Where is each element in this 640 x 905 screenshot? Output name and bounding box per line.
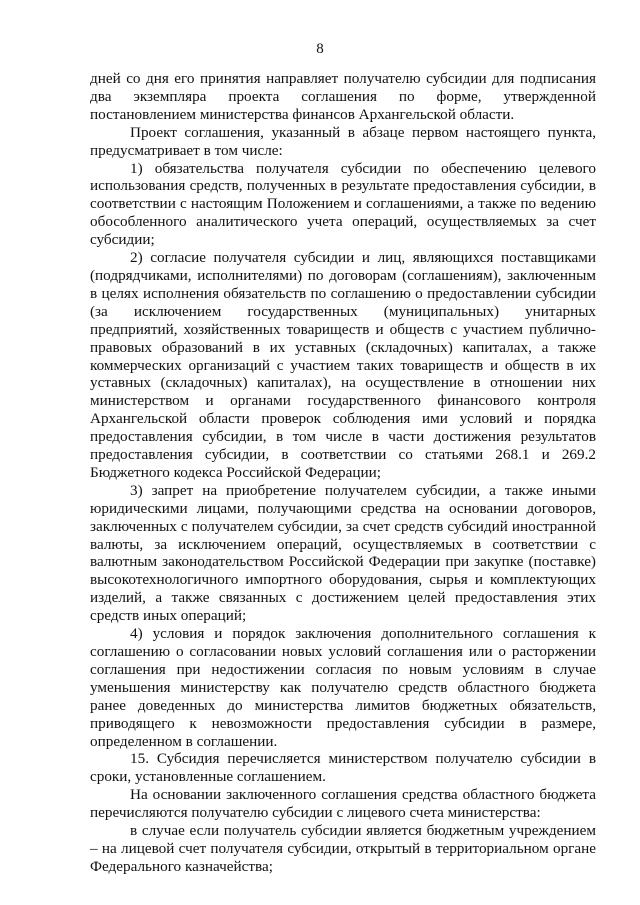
clause-15: 15. Субсидия перечисляется министерством получателю субсидии в сроки, установленные соглашением. [90,750,596,786]
list-item-1: 1) обязательства получателя субсидии по обеспечению целевого использования средств, полученных в результате предоставления субсидии, в соответствии с настоящим Положением и соглашениями, а также по ведению обособленного аналитического учета операций, осуществляемых за счет субсидии; [90,159,596,249]
paragraph-draft-agreement-intro: Проект соглашения, указанный в абзаце первом настоящего пункта, предусматривает в том числе: [90,123,596,159]
list-item-3: 3) запрет на приобретение получателем субсидии, а также иными юридическими лицами, получающими средства на основании договоров, заключенных с получателем субсидии, за счет средств субсидий иностранной валюты, за исключением операций, осуществляемых в соответствии с валютным законодательством Российской Федерации при закупке (поставке) высокотехнологичного импортного оборудования, сырья и комплектующих изделий, а также связанных с достижением целей предоставления этих средств иных операций; [90,481,596,625]
paragraph-budget-institution-case: в случае если получатель субсидии является бюджетным учреждением – на лицевой счет получателя субсидии, открытый в территориальном органе Федерального казначейства; [90,822,596,875]
page-number: 8 [316,41,324,57]
paragraph-continuation: дней со дня его принятия направляет получателю субсидии для подписания два экземпляра проекта соглашения по форме, утвержденной постановлением министерства финансов Архангельской области. [90,70,596,123]
list-item-4: 4) условия и порядок заключения дополнительного соглашения к соглашению о согласовании новых условий соглашения или о расторжении соглашения при недостижении согласия по новым условиям в случае уменьшения министерству как получателю средств областного бюджета ранее доведенных до министерства лимитов бюджетных обязательств, приводящего к невозможности предоставления субсидии в размере, определенном в соглашении. [90,625,596,750]
paragraph-transfer-basis: На основании заключенного соглашения средства областного бюджета перечисляются получателю субсидии с лицевого счета министерства: [90,786,596,822]
document-body [90,70,596,876]
list-item-2: 2) согласие получателя субсидии и лиц, являющихся поставщиками (подрядчиками, исполнителями) по договорам (соглашениям), заключенным в целях исполнения обязательств по соглашению о предоставлении субсидии (за исключением государственных (муниципальных) унитарных предприятий, хозяйственных товариществ и обществ с участием публично-правовых образований в их уставных (складочных) капиталах, а также коммерческих организаций с участием таких товариществ и обществ в их уставных (складочных) капиталах), на осуществление в отношении них министерством и органами государственного финансового контроля Архангельской области проверок соблюдения ими условий и порядка предоставления субсидии, в том числе в части достижения результатов предоставления субсидии, в соответствии со статьями 268.1 и 269.2 Бюджетного кодекса Российской Федерации; [90,249,596,481]
